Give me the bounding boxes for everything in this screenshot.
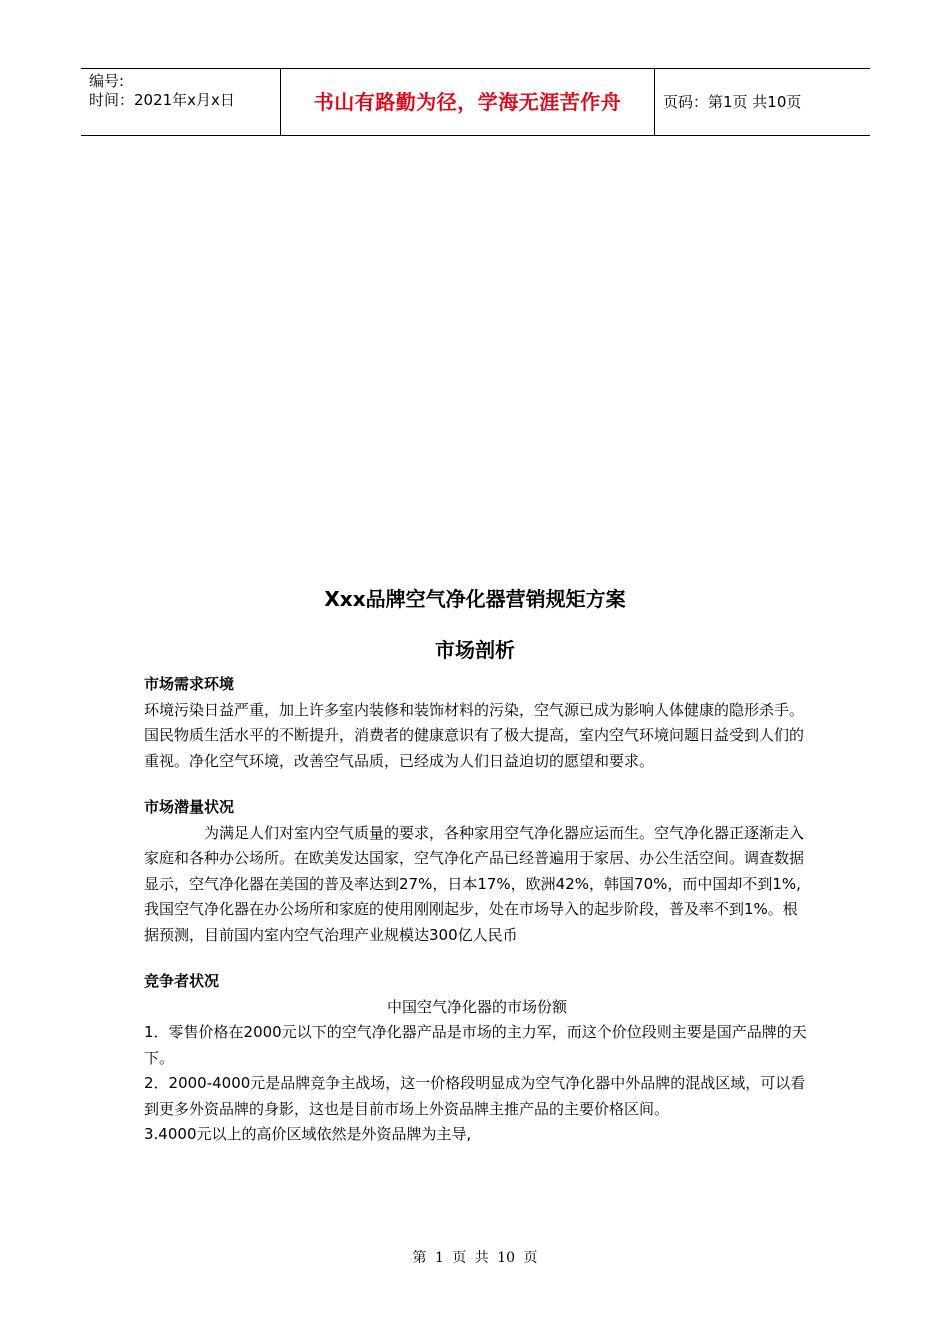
- competitors-subtitle: 中国空气净化器的市场份额: [386, 997, 567, 1016]
- potential-heading: 市场潜量状况: [144, 798, 235, 816]
- potential-paragraph-2: 我国空气净化器在办公场所和家庭的使用刚刚起步，处在市场导入的起步阶段，普及率不到1%。根据预测，目前国内室内空气治理产业规模达300亿人民币: [144, 900, 798, 944]
- section-title: 市场剖析: [435, 638, 515, 662]
- demand-paragraph: 环境污染日益严重，加上许多室内装修和装饰材料的污染，空气源已成为影响人体健康的隐形杀手。国民物质生活水平的不断提升，消费者的健康意识有了极大提高，室内空气环境问题日益受到人们的重视。净化空气环境，改善空气品质，已经成为人们日益迫切的愿望和要求。: [144, 700, 805, 770]
- header-date: 时间：2021年x月x日: [89, 91, 235, 109]
- header-page-info: 页码：第1页 共10页: [663, 93, 802, 111]
- header-number-label: 编号:: [89, 72, 125, 90]
- competitors-item-3: 3.4000元以上的高价区域依然是外资品牌为主导,: [144, 1125, 472, 1143]
- header-meta: [81, 69, 281, 135]
- document-title: Xxx品牌空气净化器营销规矩方案: [324, 587, 626, 611]
- document-body: [144, 672, 810, 1148]
- competitors-heading: 竞争者状况: [144, 972, 220, 990]
- demand-heading: 市场需求环境: [144, 675, 235, 693]
- document-header: [81, 68, 870, 136]
- competitors-item-1: 1．零售价格在2000元以下的空气净化器产品是市场的主力军，而这个价位段则主要是国产品牌的天下。: [144, 1023, 807, 1067]
- potential-paragraph-1: 为满足人们对室内空气质量的要求，各种家用空气净化器应运而生。空气净化器正逐渐走入家庭和各种办公场所。在欧美发达国家，空气净化产品已经普遍用于家居、办公生活空间。调查数据显示，空气净化器在美国的普及率达到27%，日本17%，欧洲42%，韩国70%，而中国却不到1%,: [144, 823, 805, 893]
- page-footer: 第 1 页 共 10 页: [412, 1250, 538, 1266]
- header-motto: 书山有路勤为径，学海无涯苦作舟: [281, 69, 655, 135]
- competitors-item-2: 2．2000-4000元是品牌竞争主战场，这一价格段明显成为空气净化器中外品牌的混战区域，可以看到更多外资品牌的身影，这也是目前市场上外资品牌主推产品的主要价格区间。: [144, 1074, 806, 1118]
